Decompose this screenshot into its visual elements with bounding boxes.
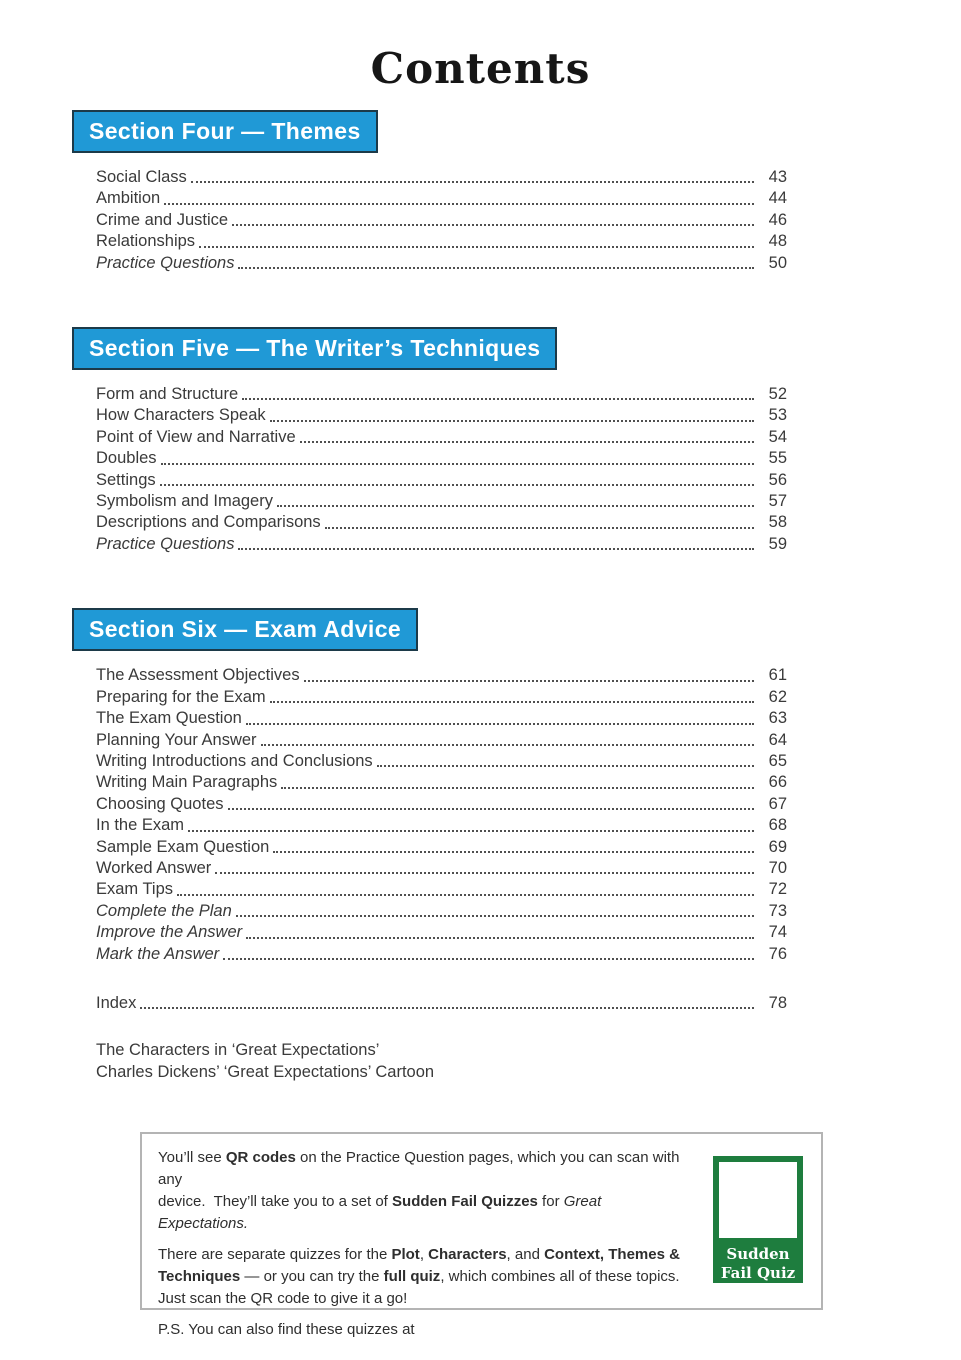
toc-entry-page: 70	[768, 858, 787, 877]
qr-badge-label-line1: Sudden	[726, 1245, 790, 1263]
dot-leader	[246, 703, 754, 724]
dot-leader	[228, 789, 755, 810]
toc-row	[96, 993, 787, 1014]
dot-leader	[160, 465, 754, 486]
toc-entry-page: 53	[768, 406, 787, 425]
toc-entry-title: The Assessment Objectives	[96, 666, 300, 685]
dot-leader	[164, 183, 754, 204]
dot-leader	[273, 832, 754, 853]
toc-entry-title: Descriptions and Comparisons	[96, 513, 321, 532]
dot-leader	[238, 529, 754, 550]
toc-entry-page: 50	[768, 253, 787, 272]
toc-entry-page: 44	[768, 189, 787, 208]
sudden-fail-quiz-badge	[713, 1156, 803, 1283]
toc-entry-page: 65	[768, 751, 787, 770]
toc-entry-title: The Exam Question	[96, 709, 242, 728]
toc-row	[96, 534, 787, 555]
toc-entry-title: Sample Exam Question	[96, 837, 270, 856]
dot-leader	[281, 767, 754, 788]
toc-entry-page: 62	[768, 687, 787, 706]
dot-leader	[325, 507, 754, 528]
dot-leader	[161, 443, 754, 464]
toc-entry-page: 64	[768, 730, 787, 749]
dot-leader	[238, 248, 754, 269]
dot-leader	[242, 379, 754, 400]
toc-entry-title: Practice Questions	[96, 534, 235, 553]
toc-section	[0, 608, 961, 965]
toc-entry-title: Social Class	[96, 168, 187, 186]
extra-lines	[96, 1040, 961, 1084]
toc-entry-title: Writing Main Paragraphs	[96, 773, 278, 792]
extra-line-characters: The Characters in ‘Great Expectations’	[96, 1041, 380, 1060]
qr-paragraph-quizzes: There are separate quizzes for the Plot, Characters, and Context, Themes & Techniques — or you can try the full quiz, which combines all of these topics. Just scan the QR code to give it a go!	[158, 1246, 680, 1307]
toc-entry-page: 63	[768, 709, 787, 728]
toc-entry-title: How Characters Speak	[96, 406, 266, 425]
section-heading: Section Five — The Writer’s Techniques	[72, 327, 557, 370]
toc-entry-title: Symbolism and Imagery	[96, 492, 273, 511]
toc-entry-page: 72	[768, 880, 787, 899]
dot-leader	[188, 810, 754, 831]
toc-entry-page: 46	[768, 210, 787, 229]
toc-entry-title: Index	[96, 993, 137, 1012]
toc-entry-page: 48	[768, 232, 787, 251]
toc-entry-page: 68	[768, 816, 787, 835]
section-heading: Section Four — Themes	[72, 110, 378, 153]
toc-entry-page: 43	[768, 168, 787, 186]
toc-entry-page: 74	[768, 923, 787, 942]
dot-leader	[377, 746, 754, 767]
extra-line-cartoon: Charles Dickens’ ‘Great Expectations’ Cartoon	[96, 1063, 435, 1082]
toc-entry-page: 73	[768, 901, 787, 920]
toc-entry-title: Ambition	[96, 189, 161, 208]
index-list	[96, 993, 787, 1014]
toc-section	[0, 327, 961, 555]
qr-info-box	[140, 1132, 823, 1338]
toc-row	[96, 944, 787, 965]
qr-badge-label	[713, 1245, 803, 1283]
toc-entry-page: 57	[768, 492, 787, 511]
toc-entry-title: Choosing Quotes	[96, 794, 224, 813]
toc-entry-title: Exam Tips	[96, 880, 174, 899]
toc-entry-page: 54	[768, 427, 787, 446]
toc-list	[96, 665, 787, 965]
toc-entry-page: 56	[768, 470, 787, 489]
toc-entry-page: 55	[768, 449, 787, 468]
toc-list	[96, 384, 787, 555]
toc-list	[96, 167, 787, 274]
dot-leader	[215, 853, 754, 874]
qr-paragraph-ps: P.S. You can also find these quizzes at	[158, 1321, 415, 1338]
dot-leader	[246, 917, 754, 938]
dot-leader	[277, 486, 754, 507]
toc-entry-title: Doubles	[96, 449, 157, 468]
toc-entry-title: In the Exam	[96, 816, 185, 835]
toc-entry-page: 66	[768, 773, 787, 792]
toc-entry-title: Complete the Plan	[96, 901, 232, 920]
dot-leader	[300, 422, 754, 443]
page-title: Contents	[370, 44, 591, 93]
toc-entry-title: Settings	[96, 470, 156, 489]
dot-leader	[270, 400, 754, 421]
toc-row	[96, 253, 787, 274]
toc-entry-title: Crime and Justice	[96, 210, 229, 229]
toc-entry-title: Preparing for the Exam	[96, 687, 266, 706]
toc-entry-page: 69	[768, 837, 787, 856]
qr-badge-label-line2: Fail Quiz	[720, 1264, 796, 1282]
dot-leader	[191, 162, 754, 183]
toc-entry-page: 61	[768, 666, 787, 685]
qr-code-placeholder	[719, 1162, 797, 1238]
toc-entry-page: 78	[768, 993, 787, 1012]
dot-leader	[270, 682, 754, 703]
toc-entry-title: Point of View and Narrative	[96, 427, 296, 446]
toc-entry-title: Planning Your Answer	[96, 730, 257, 749]
toc-entry-title: Writing Introductions and Conclusions	[96, 751, 373, 770]
toc-entry-page: 59	[768, 534, 787, 553]
qr-paragraph-intro: You’ll see QR codes on the Practice Question pages, which you can scan with any device. They’ll take you to a set of Sudden Fail Quizzes for Great Expectations.	[158, 1149, 684, 1232]
toc-entry-title: Worked Answer	[96, 858, 212, 877]
toc-entry-title: Form and Structure	[96, 385, 239, 404]
toc-section	[0, 110, 961, 274]
dot-leader	[140, 988, 754, 1009]
toc-entry-title: Relationships	[96, 232, 196, 251]
dot-leader	[177, 874, 754, 895]
toc-entry-title: Improve the Answer	[96, 923, 243, 942]
toc-sections	[0, 110, 961, 965]
toc-entry-page: 67	[768, 794, 787, 813]
section-heading: Section Six — Exam Advice	[72, 608, 418, 651]
dot-leader	[199, 226, 754, 247]
toc-entry-page: 76	[768, 944, 787, 963]
dot-leader	[304, 660, 754, 681]
dot-leader	[223, 939, 754, 960]
dot-leader	[232, 205, 754, 226]
toc-entry-page: 52	[768, 385, 787, 404]
dot-leader	[236, 896, 754, 917]
toc-entry-page: 58	[768, 513, 787, 532]
toc-entry-title: Practice Questions	[96, 253, 235, 272]
toc-entry-title: Mark the Answer	[96, 944, 220, 963]
dot-leader	[261, 725, 754, 746]
